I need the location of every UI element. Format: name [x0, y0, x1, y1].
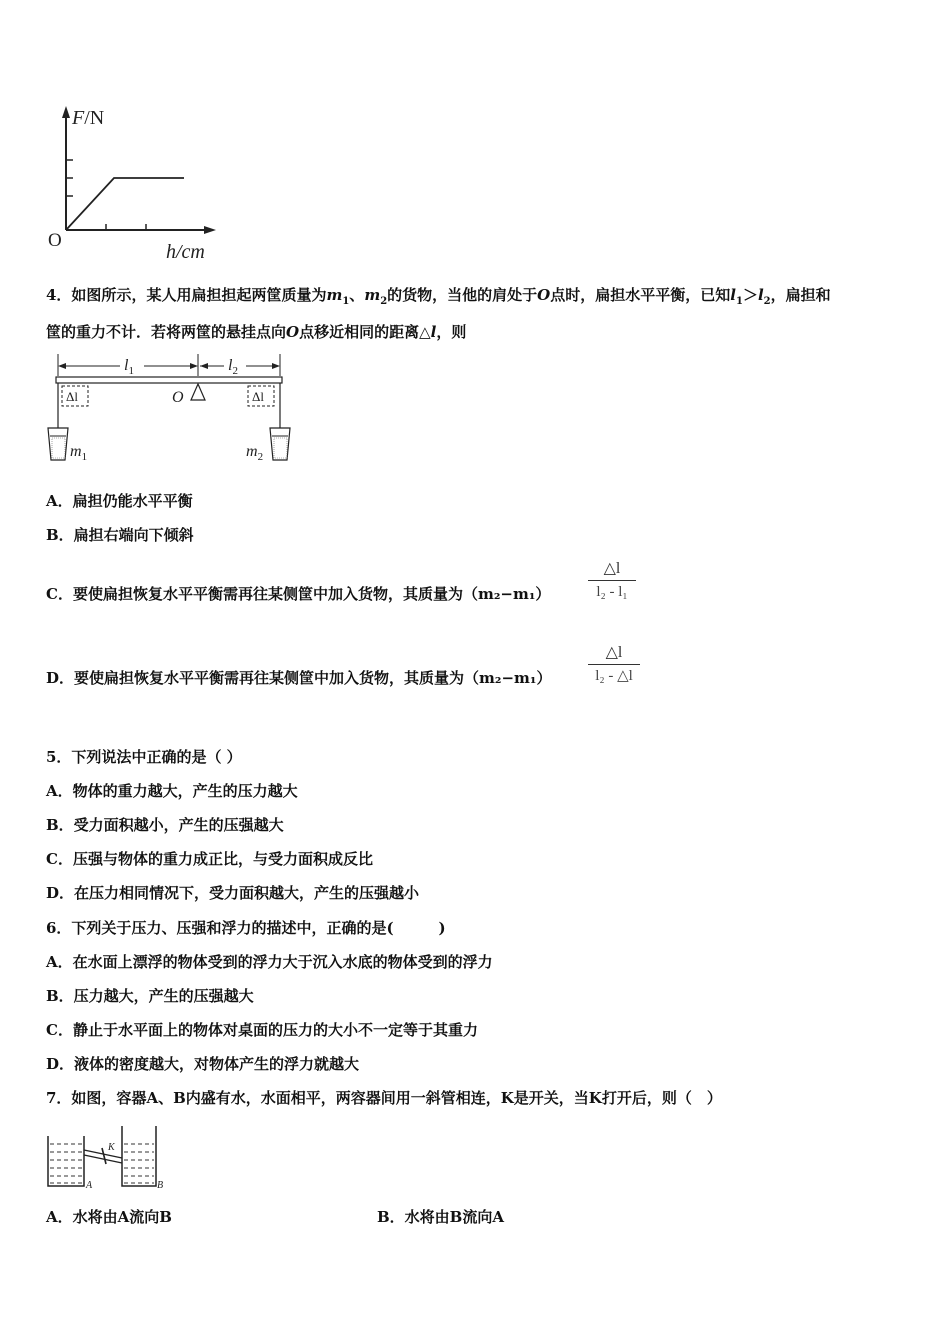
y-axis-arrow — [62, 106, 70, 118]
label-m2: $m_2$ — [246, 443, 264, 463]
q6-option-b: B．压力越大，产生的压强越大 — [46, 987, 254, 1005]
svg-text:K: K — [108, 1142, 115, 1153]
q5-option-a: A．物体的重力越大，产生的压力越大 — [46, 782, 298, 800]
q5-option-c: C．压强与物体的重力成正比，与受力面积成反比 — [46, 850, 373, 868]
q5-option-b: B．受力面积越小，产生的压强越大 — [46, 816, 284, 834]
origin-label: O — [48, 230, 62, 251]
q6-stem: 6．下列关于压力、压强和浮力的描述中，正确的是( ) — [46, 919, 446, 937]
x-axis-arrow — [204, 226, 216, 234]
svg-text:A: A — [86, 1180, 93, 1191]
q4-option-b: B．扁担右端向下倾斜 — [46, 526, 194, 544]
valve-k — [102, 1148, 106, 1164]
q6-option-d: D．液体的密度越大，对物体产生的浮力就越大 — [46, 1055, 360, 1073]
y-axis-label: F/N — [72, 107, 105, 129]
x-axis-label: h/cm — [166, 241, 205, 263]
q4-stem-line2: 筐的重力不计．若将两筐的悬挂点向O点移近相同的距离△l，则 — [46, 323, 467, 341]
q4-option-c: C．要使扁担恢复水平平衡需再往某侧筐中加入货物，其质量为（m₂−m₁） — [46, 585, 551, 603]
q4-option-d: D．要使扁担恢复水平平衡需再往某侧筐中加入货物，其质量为（m₂−m₁） — [46, 669, 552, 687]
q5-option-d: D．在压力相同情况下，受力面积越大，产生的压强越小 — [46, 884, 420, 902]
q7-option-a: A．水将由A流向B — [46, 1208, 172, 1226]
fulcrum — [191, 384, 205, 400]
q4-stem-line1: 4．如图所示，某人用扁担担起两筐质量为$m_1$、$m_2$的货物，当他的肩处于O点时，扁担水平平衡，已知$l_1>l_2$，扁担和 — [46, 286, 831, 307]
q7-stem: 7．如图，容器A、B内盛有水，水面相平，两容器间用一斜管相连，K是开关，当K打开后，则（ ） — [46, 1089, 722, 1107]
label-O: O — [172, 389, 184, 406]
label-l1: $l_1$ — [124, 357, 134, 377]
q7-option-b: B．水将由B流向A — [377, 1208, 504, 1226]
label-l2: $l_2$ — [228, 357, 238, 377]
pole-diagram — [40, 350, 300, 468]
svg-text:Δl: Δl — [66, 389, 78, 404]
label-m1: $m_1$ — [70, 443, 88, 463]
q6-option-a: A．在水面上漂浮的物体受到的浮力大于沉入水底的物体受到的浮力 — [46, 953, 493, 971]
container-b — [122, 1126, 156, 1186]
q5-stem: 5．下列说法中正确的是（ ） — [46, 748, 242, 766]
force-curve — [66, 178, 184, 230]
svg-text:Δl: Δl — [252, 389, 264, 404]
containers-diagram — [44, 1122, 168, 1192]
svg-text:B: B — [157, 1180, 164, 1191]
force-depth-graph — [40, 100, 230, 265]
q4-option-d-fraction: △l l₂ - △l — [588, 644, 640, 685]
q4-option-a: A．扁担仍能水平平衡 — [46, 492, 193, 510]
q4-option-c-fraction: △l l₂ - l₁ — [588, 560, 636, 601]
q6-option-c: C．静止于水平面上的物体对桌面的压力的大小不一定等于其重力 — [46, 1021, 478, 1039]
pole — [56, 377, 282, 383]
